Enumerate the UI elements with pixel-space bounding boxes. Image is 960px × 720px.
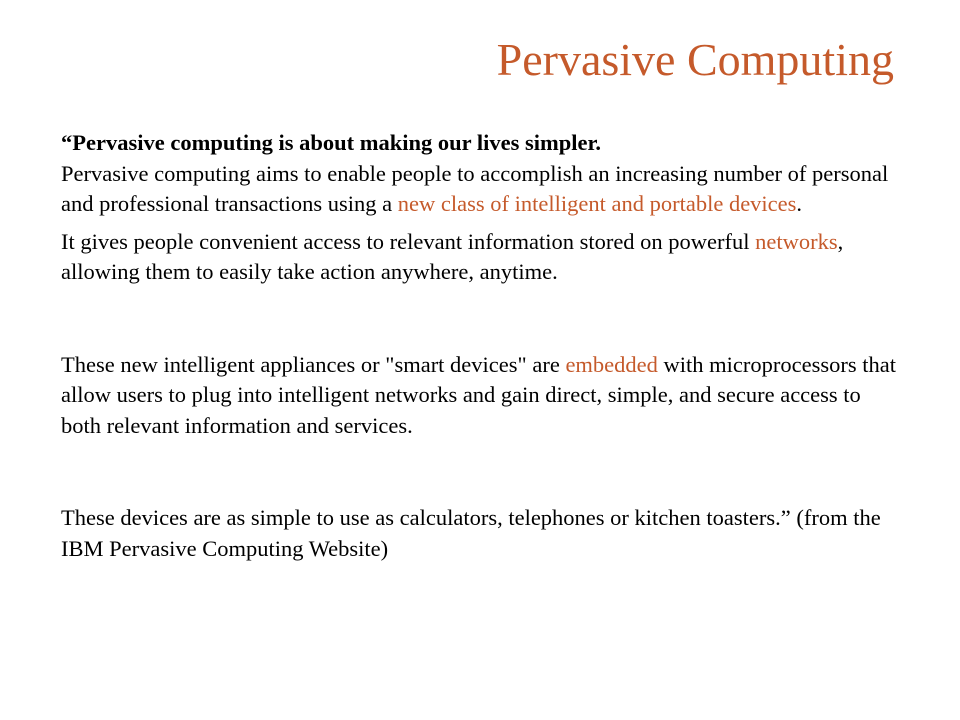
- quote-paragraph-1: [61, 128, 901, 220]
- paragraph-2-text-a: It gives people convenient access to relevant information stored on powerful: [61, 228, 756, 254]
- quote-paragraph-2: [61, 227, 901, 288]
- quote-paragraph-4: [61, 503, 901, 564]
- slide-title: Pervasive Computing: [496, 34, 894, 85]
- paragraph-3-text-b: with microprocessors that allow users to plug into intelligent networks and gain direct, simple, and secure access to both relevant information and services.: [61, 351, 896, 438]
- paragraph-2-text-b: , allowing them to easily take action anywhere, anytime.: [61, 228, 844, 284]
- paragraph-1-text-a: Pervasive computing aims to enable people to accomplish an increasing number of personal and professional transactions using a: [61, 160, 889, 216]
- paragraph-3-highlight: embedded: [565, 351, 658, 377]
- quote-paragraph-3: [61, 350, 901, 442]
- quote-lead-sentence: “Pervasive computing is about making our lives simpler.: [61, 130, 602, 155]
- paragraph-4-text: These devices are as simple to use as calculators, telephones or kitchen toasters.” (from the IBM Pervasive Computing Website): [61, 505, 881, 561]
- paragraph-2-highlight: networks: [755, 228, 838, 254]
- paragraph-1-highlight: new class of intelligent and portable devices: [397, 191, 797, 216]
- paragraph-1-text-b: .: [796, 191, 803, 216]
- slide-body: [61, 128, 901, 564]
- paragraph-3-text-a: These new intelligent appliances or "smart devices" are: [61, 351, 566, 377]
